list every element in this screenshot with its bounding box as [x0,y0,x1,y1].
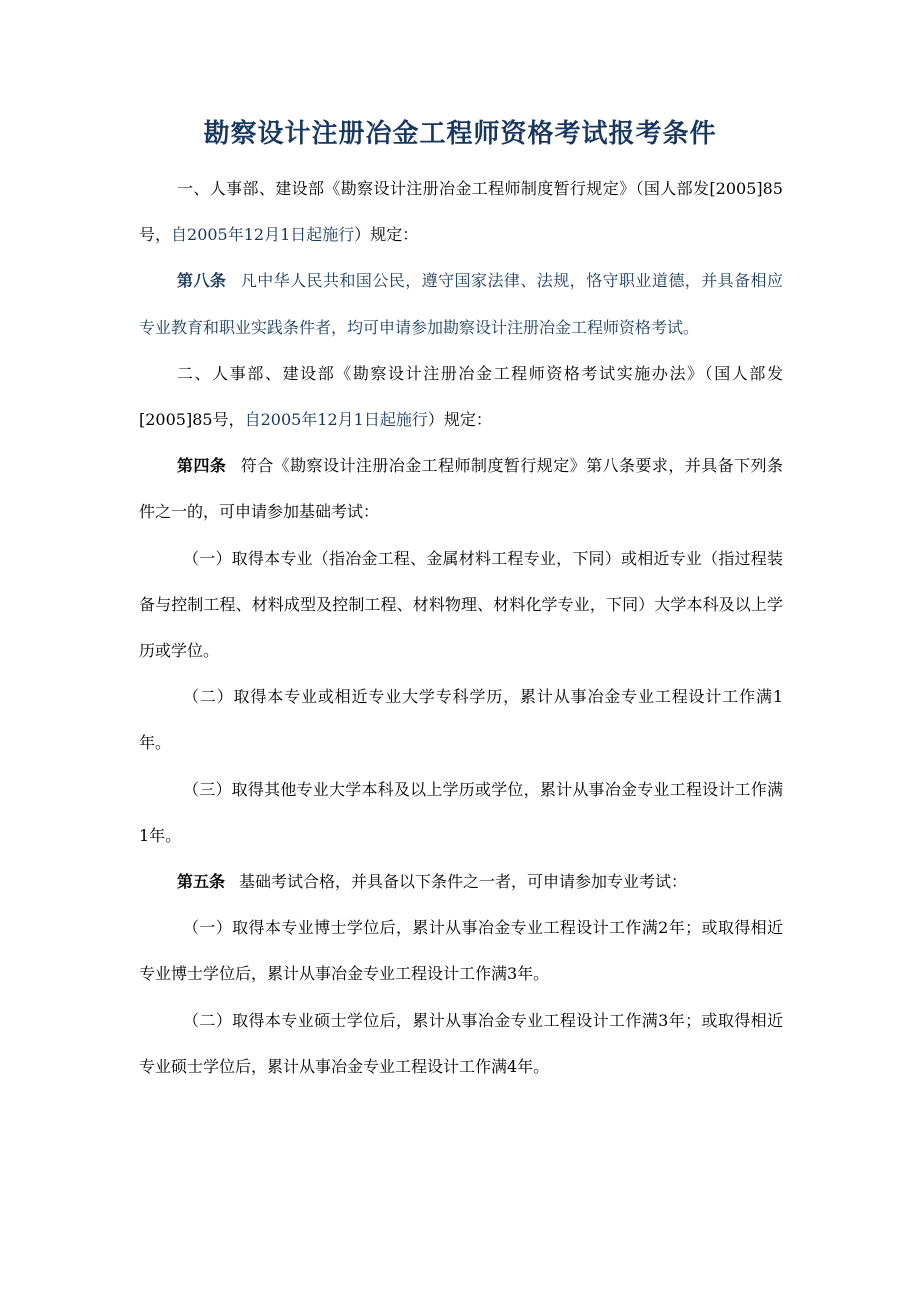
condition-text: （二）取得本专业硕士学位后，累计从事冶金专业工程设计工作满3年；或取得相近专业硕士学位后，累计从事冶金专业工程设计工作满4年。 [139,1010,783,1076]
article-text: 基础考试合格，并具备以下条件之一者，可申请参加专业考试： [239,872,688,892]
condition-text: （二）取得本专业或相近专业大学专科学历，累计从事冶金专业工程设计工作满1年。 [139,687,783,753]
article-heading: 第四条 [177,456,227,476]
paragraph-1 [139,166,783,258]
paragraph-10 [139,998,783,1090]
condition-text: （一）取得本专业博士学位后，累计从事冶金专业工程设计工作满2年；或取得相近专业博士学位后，累计从事冶金专业工程设计工作满3年。 [139,918,783,984]
article-heading: 第五条 [177,872,226,892]
paragraph-5 [139,536,783,675]
condition-text: （三）取得其他专业大学本科及以上学历或学位，累计从事冶金专业工程设计工作满1年。 [139,779,783,845]
article-heading: 第八条 [177,271,227,291]
paragraph-9 [139,905,783,997]
document-title: 勘察设计注册冶金工程师资格考试报考条件 [203,119,717,149]
paragraph-4 [139,443,783,535]
paragraph-3 [139,351,783,443]
effective-date-text: 自2005年12月1日起施行 [171,225,355,245]
article-text: 符合《勘察设计注册冶金工程师制度暂行规定》第八条要求，并具备下列条件之一的，可申请参加基础考试： [139,456,783,522]
paragraph-text: ）规定： [427,410,492,430]
paragraph-text: 一、人事部、建设部《勘察设计注册冶金工程师制度暂行规定》（国人部发[2005]85号， [139,179,783,245]
document-body [139,166,783,1090]
paragraph-text: 二、人事部、建设部《勘察设计注册冶金工程师资格考试实施办法》（国人部发[2005]85号， [139,363,783,430]
paragraph-6 [139,674,783,766]
effective-date-text: 自2005年12月1日起施行 [244,410,428,430]
paragraph-8 [139,859,783,905]
paragraph-text: ）规定： [354,225,419,245]
paragraph-2 [139,258,783,350]
paragraph-7 [139,767,783,859]
article-text: 凡中华人民共和国公民，遵守国家法律、法规，恪守职业道德，并具备相应专业教育和职业实践条件者，均可申请参加勘察设计注册冶金工程师资格考试。 [139,271,783,337]
condition-text: （一）取得本专业（指冶金工程、金属材料工程专业，下同）或相近专业（指过程装备与控制工程、材料成型及控制工程、材料物理、材料化学专业，下同）大学本科及以上学历或学位。 [139,548,783,661]
